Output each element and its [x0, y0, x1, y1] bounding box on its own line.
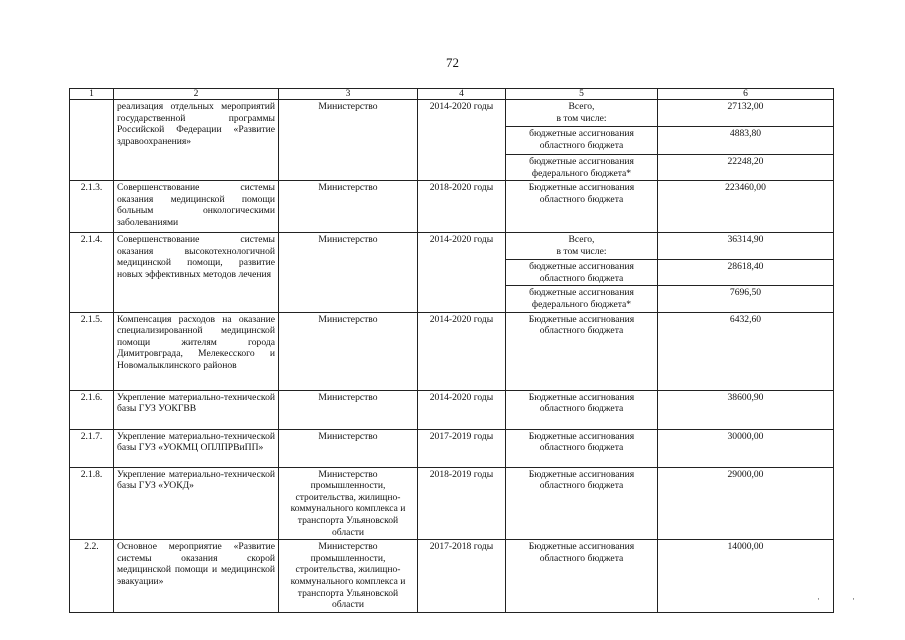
funding-amount: 4883,80	[658, 127, 834, 155]
column-header: 4	[418, 89, 506, 100]
funding-amount: 38600,90	[658, 390, 834, 429]
funding-amount: 6432,60	[658, 312, 834, 390]
table-row	[70, 233, 834, 260]
table-row	[70, 467, 834, 540]
item-number: 2.1.7.	[70, 429, 114, 467]
item-name: Совершенствование системы оказания высокотехнологичной медицинской помощи, развитие новых эффективных методов лечения	[114, 233, 279, 312]
item-number: 2.1.8.	[70, 467, 114, 540]
item-executor: Министерство промышленности, строительства, жилищно-коммунального комплекса и транспорта Ульяновской области	[279, 467, 418, 540]
table-row	[70, 540, 834, 613]
item-executor: Министерство	[279, 181, 418, 233]
funding-amount: 29000,00	[658, 467, 834, 540]
item-name: Компенсация расходов на оказание специализированной медицинской помощи жителям города Димитровграда, Мелекесского и Новомалыклинского районов	[114, 312, 279, 390]
item-period: 2014-2020 годы	[418, 100, 506, 181]
item-executor: Министерство	[279, 100, 418, 181]
funding-amount: 36314,90	[658, 233, 834, 260]
item-period: 2017-2019 годы	[418, 429, 506, 467]
column-header: 2	[114, 89, 279, 100]
scan-speck: ·	[852, 594, 855, 604]
item-period: 2014-2020 годы	[418, 233, 506, 312]
item-number	[70, 100, 114, 181]
funding-source: Бюджетные ассигнования областного бюджета	[506, 429, 658, 467]
program-table	[69, 88, 834, 613]
funding-amount: 223460,00	[658, 181, 834, 233]
funding-amount: 28618,40	[658, 260, 834, 286]
funding-source: бюджетные ассигнования федерального бюджета*	[506, 155, 658, 181]
item-number: 2.2.	[70, 540, 114, 613]
funding-amount: 22248,20	[658, 155, 834, 181]
column-header: 3	[279, 89, 418, 100]
item-number: 2.1.3.	[70, 181, 114, 233]
item-period: 2017-2018 годы	[418, 540, 506, 613]
item-name: Укрепление материально-технической базы ГУЗ «УОКМЦ ОПЛПРВиПП»	[114, 429, 279, 467]
column-header: 1	[70, 89, 114, 100]
funding-source: Всего, в том числе:	[506, 100, 658, 127]
table-header-row	[70, 89, 834, 100]
item-name: Основное мероприятие «Развитие системы оказания скорой медицинской помощи и медицинской эвакуации»	[114, 540, 279, 613]
funding-source: бюджетные ассигнования областного бюджета	[506, 260, 658, 286]
item-number: 2.1.6.	[70, 390, 114, 429]
funding-amount: 27132,00	[658, 100, 834, 127]
funding-amount: 30000,00	[658, 429, 834, 467]
funding-source: бюджетные ассигнования областного бюджета	[506, 127, 658, 155]
funding-amount: 14000,00	[658, 540, 834, 613]
item-period: 2018-2019 годы	[418, 467, 506, 540]
item-name: Укрепление материально-технической базы ГУЗ «УОКД»	[114, 467, 279, 540]
item-number: 2.1.5.	[70, 312, 114, 390]
scan-speck: ·	[817, 594, 820, 604]
item-name: Укрепление материально-технической базы ГУЗ УОКГВВ	[114, 390, 279, 429]
funding-amount: 7696,50	[658, 286, 834, 312]
column-header: 6	[658, 89, 834, 100]
funding-source: Бюджетные ассигнования областного бюджета	[506, 540, 658, 613]
table-row	[70, 390, 834, 429]
item-executor: Министерство	[279, 233, 418, 312]
column-header: 5	[506, 89, 658, 100]
item-name: реализация отдельных мероприятий государственной программы Российской Федерации «Развитие здравоохранения»	[114, 100, 279, 181]
item-executor: Министерство	[279, 312, 418, 390]
funding-source: Всего, в том числе:	[506, 233, 658, 260]
item-period: 2014-2020 годы	[418, 312, 506, 390]
funding-source: Бюджетные ассигнования областного бюджета	[506, 312, 658, 390]
funding-source: Бюджетные ассигнования областного бюджета	[506, 390, 658, 429]
item-number: 2.1.4.	[70, 233, 114, 312]
item-name: Совершенствование системы оказания медицинской помощи больным онкологическими заболеваниями	[114, 181, 279, 233]
table-row	[70, 181, 834, 233]
item-executor: Министерство промышленности, строительства, жилищно-коммунального комплекса и транспорта Ульяновской области	[279, 540, 418, 613]
item-executor: Министерство	[279, 429, 418, 467]
table-row	[70, 429, 834, 467]
item-period: 2018-2020 годы	[418, 181, 506, 233]
table-row	[70, 312, 834, 390]
item-executor: Министерство	[279, 390, 418, 429]
page-number: 72	[446, 55, 459, 70]
item-period: 2014-2020 годы	[418, 390, 506, 429]
funding-source: бюджетные ассигнования федерального бюджета*	[506, 286, 658, 312]
table-row	[70, 100, 834, 127]
funding-source: Бюджетные ассигнования областного бюджета	[506, 467, 658, 540]
funding-source: Бюджетные ассигнования областного бюджета	[506, 181, 658, 233]
